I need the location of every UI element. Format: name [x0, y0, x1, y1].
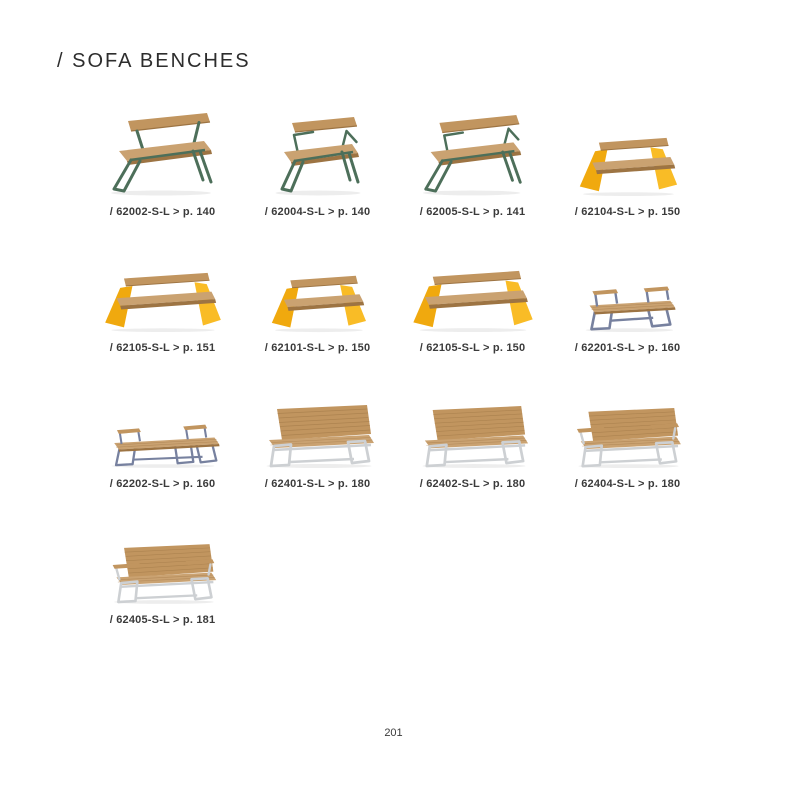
product-62005 — [395, 96, 550, 232]
bench-image-62004 — [268, 112, 368, 197]
product-grid — [85, 96, 705, 640]
product-62401 — [240, 368, 395, 504]
product-62002 — [85, 96, 240, 232]
bench-image-62404 — [570, 407, 685, 469]
product-label: / 62401-S-L > p. 180 — [264, 478, 371, 490]
product-label: / 62104-S-L > p. 150 — [574, 206, 681, 218]
product-label: / 62201-S-L > p. 160 — [574, 342, 681, 354]
product-label: / 62004-S-L > p. 140 — [264, 206, 371, 218]
product-62404 — [550, 368, 705, 504]
product-62201 — [550, 232, 705, 368]
bench-image-62202 — [105, 418, 220, 469]
product-label: / 62002-S-L > p. 140 — [109, 206, 216, 218]
product-label: / 62404-S-L > p. 180 — [574, 478, 681, 490]
bench-image-62401 — [258, 404, 378, 469]
bench-image-62405 — [106, 543, 220, 605]
product-62105-p151 — [85, 232, 240, 368]
product-62405 — [85, 504, 240, 640]
product-label: / 62405-S-L > p. 181 — [109, 614, 216, 626]
product-62104 — [550, 96, 705, 232]
product-62202 — [85, 368, 240, 504]
product-label: / 62402-S-L > p. 180 — [419, 478, 526, 490]
bench-image-62005 — [417, 111, 529, 197]
product-label: / 62105-S-L > p. 151 — [109, 342, 216, 354]
product-label: / 62202-S-L > p. 160 — [109, 478, 216, 490]
bench-image-62105-p151 — [104, 270, 222, 333]
bench-image-62105-p150 — [412, 268, 534, 333]
product-label: / 62101-S-L > p. 150 — [264, 342, 371, 354]
page-number: 201 — [384, 727, 403, 739]
bench-image-62402 — [414, 405, 532, 469]
page-title: / SOFA BENCHES — [57, 50, 251, 73]
product-label: / 62105-S-L > p. 150 — [419, 342, 526, 354]
product-label: / 62005-S-L > p. 141 — [419, 206, 526, 218]
bench-image-62002 — [105, 109, 220, 197]
product-62105-p150 — [395, 232, 550, 368]
bench-image-62104 — [575, 135, 680, 197]
bench-image-62101 — [267, 273, 369, 333]
bench-image-62201 — [578, 276, 678, 333]
product-62101 — [240, 232, 395, 368]
product-62402 — [395, 368, 550, 504]
product-62004 — [240, 96, 395, 232]
